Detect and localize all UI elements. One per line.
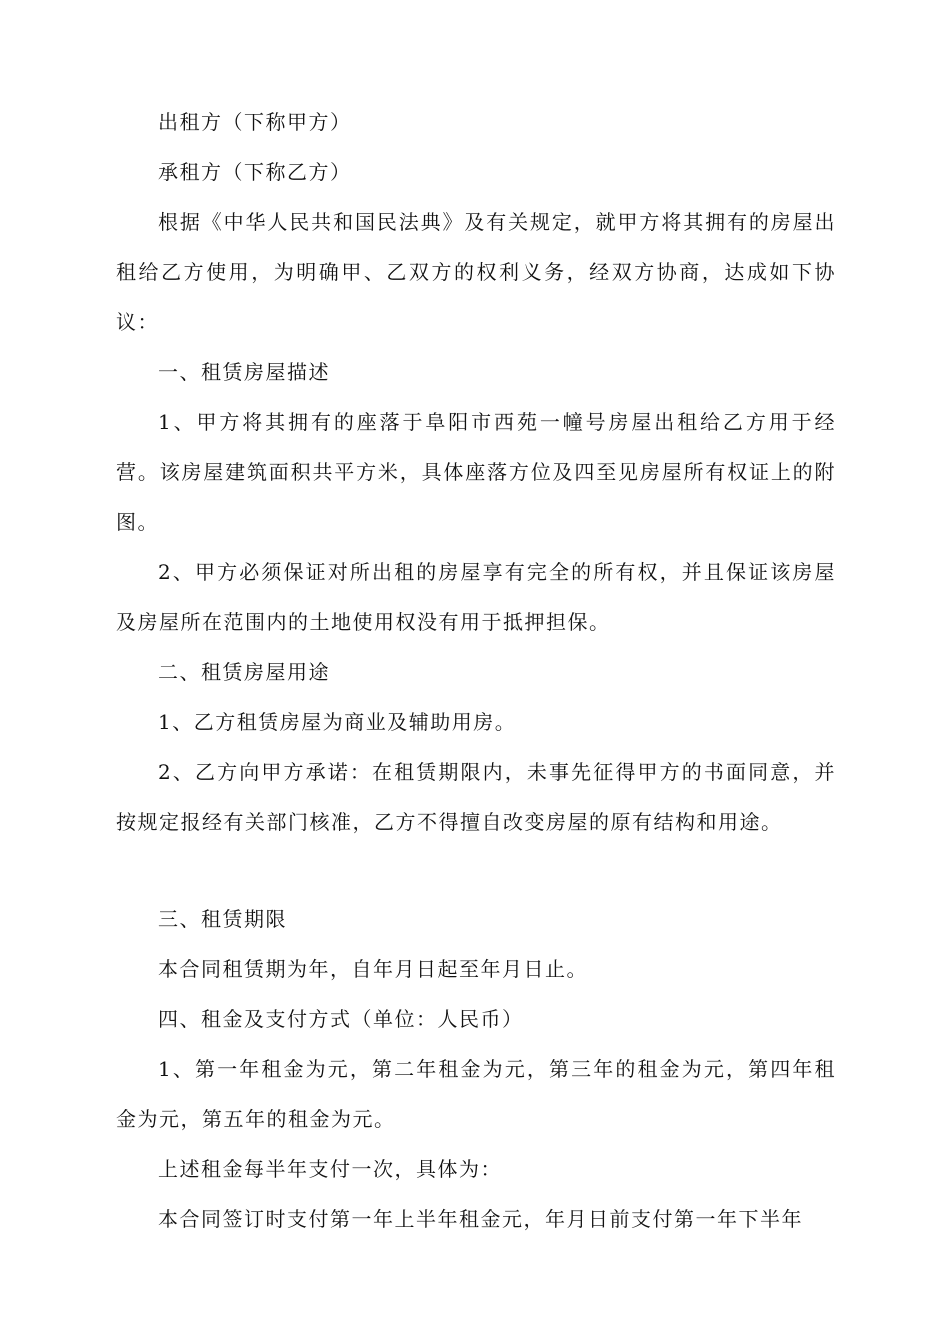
clause-4-payment-note: 上述租金每半年支付一次，具体为： [158, 1157, 502, 1181]
clause-4-1: 1、第一年租金为元，第二年租金为元，第三年的租金为元，第四年租金为元，第五年的租金为元。 [116, 1057, 836, 1131]
section-heading-1: 一、租赁房屋描述 [158, 360, 330, 384]
section-heading-2: 二、租赁房屋用途 [158, 660, 330, 684]
clause-1-2: 2、甲方必须保证对所出租的房屋享有完全的所有权，并且保证该房屋及房屋所在范围内的土地使用权没有用于抵押担保。 [116, 560, 836, 634]
lessor-line: 出租方（下称甲方） [158, 110, 352, 134]
clause-1-1: 1、甲方将其拥有的座落于阜阳市西苑一幢号房屋出租给乙方用于经营。该房屋建筑面积共平方米，具体座落方位及四至见房屋所有权证上的附图。 [116, 410, 836, 534]
clause-4-payment-detail: 本合同签订时支付第一年上半年租金元，年月日前支付第一年下半年 [158, 1207, 803, 1231]
section-heading-4: 四、租金及支付方式（单位：人民币） [158, 1007, 524, 1031]
clause-2-1: 1、乙方租赁房屋为商业及辅助用房。 [158, 710, 517, 734]
preamble-paragraph: 根据《中华人民共和国民法典》及有关规定，就甲方将其拥有的房屋出租给乙方使用，为明确甲、乙双方的权利义务，经双方协商，达成如下协议： [116, 210, 836, 334]
clause-2-2: 2、乙方向甲方承诺：在租赁期限内，未事先征得甲方的书面同意，并按规定报经有关部门核准，乙方不得擅自改变房屋的原有结构和用途。 [116, 760, 836, 834]
lessee-line: 承租方（下称乙方） [158, 160, 352, 184]
section-heading-3: 三、租赁期限 [158, 907, 287, 931]
clause-3-body: 本合同租赁期为年，自年月日起至年月日止。 [158, 957, 588, 981]
